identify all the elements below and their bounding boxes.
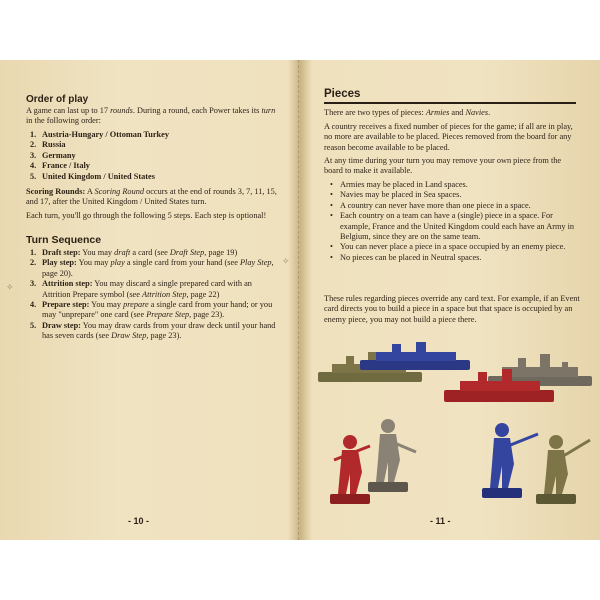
- step-text: You may draw cards from your draw deck until your hand has seven cards (see: [42, 320, 276, 341]
- bullet-icon: •: [330, 252, 333, 262]
- step-label: Attrition step:: [42, 279, 93, 289]
- step-text: You may: [89, 300, 124, 310]
- step-page-ref: , page 22): [186, 289, 220, 299]
- placement-rules-list: [328, 180, 580, 263]
- step-page-ref: , page 19): [204, 248, 238, 257]
- pieces-heading: Pieces: [324, 88, 361, 100]
- rule-text: No pieces can be placed in Neutral spaces.: [340, 252, 482, 262]
- order-list-item: [30, 151, 276, 161]
- rule-text: Each country on a team can have a (single) piece in a space. For example, France and the United Kingdom could each have an Army in Belgium, since they are on the same team.: [340, 211, 575, 242]
- turn-step-item: [30, 248, 276, 258]
- step-text: a single card from your hand (see: [124, 258, 240, 268]
- compass-ornament-icon: ✧: [282, 256, 290, 266]
- list-number: 2.: [30, 140, 37, 150]
- step-number: 3.: [30, 279, 37, 289]
- list-number: 1.: [30, 130, 37, 139]
- turn-sequence-list: [30, 248, 276, 342]
- step-number: 1.: [30, 248, 37, 257]
- pieces-fixed-number: A country receives a fixed number of pieces for the game; if all are in play, no more are available to be placed. Pieces removed from the board for any reason become available to be placed.: [324, 122, 573, 152]
- step-number: 2.: [30, 258, 37, 268]
- step-reference: Play Step: [239, 258, 272, 268]
- step-text: You may: [76, 258, 111, 268]
- step-page-ref: , page 23).: [189, 310, 225, 320]
- placement-rule-item: [328, 242, 580, 252]
- pieces-intro: There are two types of pieces: Armies and Navies.: [324, 108, 491, 117]
- order-list-item: [30, 140, 276, 150]
- turn-step-item: [30, 279, 276, 300]
- page-number-left: - 10 -: [128, 516, 150, 526]
- order-intro: A game can last up to 17 rounds. During a round, each Power takes its turn in the following order:: [26, 106, 276, 126]
- turn-step-item: [30, 258, 276, 279]
- pieces-remove-text: At any time during your turn you may remove your own piece from the board to make it available.: [324, 156, 562, 176]
- step-reference: Attrition Step: [142, 289, 187, 299]
- rule-text: You can never place a piece in a space occupied by an enemy piece.: [340, 242, 566, 252]
- placement-rule-item: [328, 201, 580, 211]
- rule-text: Navies may be placed in Sea spaces.: [340, 190, 462, 200]
- order-list-item: [30, 161, 276, 171]
- blue-army-piece: [482, 423, 538, 498]
- step-reference: Draft Step: [169, 248, 205, 257]
- step-reference: Draw Step: [111, 331, 147, 341]
- step-page-ref: , page 20).: [42, 258, 274, 278]
- placement-rule-item: [328, 211, 580, 242]
- olive-army-piece: [536, 435, 590, 504]
- turn-step-item: [30, 321, 276, 342]
- bullet-icon: •: [330, 190, 333, 200]
- bullet-icon: •: [330, 211, 333, 221]
- bullet-icon: •: [330, 242, 333, 252]
- power-name: Russia: [42, 140, 66, 150]
- step-label: Play step:: [42, 258, 77, 268]
- order-list: [30, 130, 276, 182]
- gray-army-piece: [368, 419, 416, 492]
- power-name: France / Italy: [42, 161, 90, 171]
- order-list-item: [30, 130, 276, 140]
- game-pieces-illustration: [312, 342, 598, 512]
- each-turn-text: Each turn, you'll go through the following 5 steps. Each step is optional!: [26, 211, 267, 220]
- step-text: You may: [80, 248, 115, 257]
- rule-text: Armies may be placed in Land spaces.: [340, 180, 468, 189]
- power-name: Germany: [42, 150, 76, 160]
- bullet-icon: •: [330, 200, 333, 210]
- right-page: [302, 60, 600, 540]
- page-number-right: - 11 -: [430, 516, 451, 526]
- compass-ornament-icon: ✧: [6, 282, 14, 292]
- list-number: 3.: [30, 150, 37, 160]
- book-spread: [0, 60, 600, 540]
- turn-step-item: [30, 300, 276, 321]
- red-army-piece: [330, 435, 370, 504]
- order-of-play-heading: Order of play: [26, 94, 89, 105]
- step-term: prepare: [123, 300, 149, 310]
- step-number: 5.: [30, 320, 37, 330]
- placement-rule-item: [328, 253, 580, 263]
- list-number: 5.: [30, 171, 37, 181]
- blue-navy-piece: [360, 342, 470, 370]
- placement-rule-item: [328, 190, 580, 200]
- rule-text: A country can never have more than one piece in a space.: [340, 200, 531, 210]
- scoring-rounds-text: Scoring Rounds: A Scoring Round occurs at the end of rounds 3, 7, 11, 15, and 17, after the United Kingdom / United States turn.: [26, 187, 277, 207]
- step-text: You may discard a single prepared card with an Attrition Prepare symbol (see: [42, 279, 252, 299]
- power-name: United Kingdom / United States: [42, 171, 155, 181]
- step-label: Prepare step:: [42, 300, 90, 310]
- step-text: a single card from your hand; or you may "unprepare" one card (see: [42, 300, 273, 320]
- step-label: Draw step:: [42, 320, 81, 330]
- left-page: [0, 60, 298, 540]
- step-page-ref: , page 23).: [146, 331, 182, 341]
- step-label: Draft step:: [42, 248, 81, 257]
- step-text: a card (see: [130, 248, 170, 257]
- step-number: 4.: [30, 300, 37, 310]
- step-term: draft: [114, 248, 131, 257]
- step-reference: Prepare Step: [146, 310, 190, 320]
- turn-sequence-heading: Turn Sequence: [26, 234, 102, 246]
- placement-rule-item: [328, 180, 580, 190]
- list-number: 4.: [30, 161, 37, 171]
- step-term: play: [110, 258, 125, 268]
- bullet-icon: •: [330, 180, 333, 189]
- order-list-item: [30, 172, 276, 182]
- heading-rule: [324, 102, 576, 104]
- power-name: Austria-Hungary / Ottoman Turkey: [42, 130, 170, 139]
- override-text: These rules regarding pieces override any card text. For example, if an Event card directs you to build a piece in a space but that space is occupied by an enemy piece, you may not build a piece there.: [324, 294, 580, 324]
